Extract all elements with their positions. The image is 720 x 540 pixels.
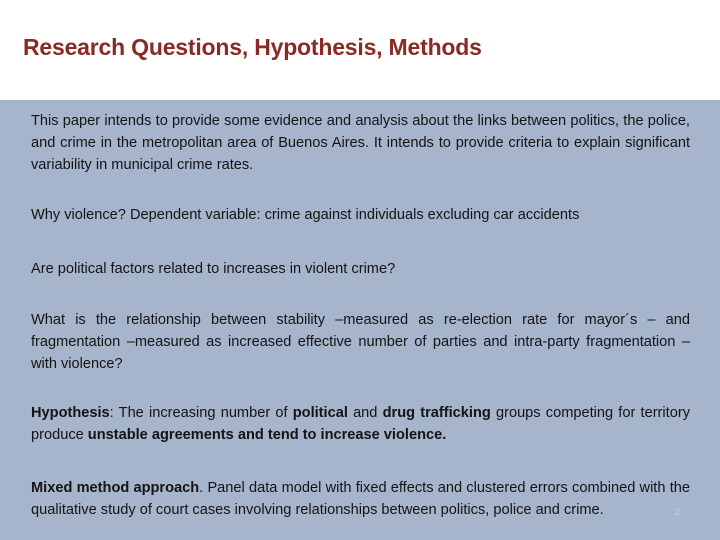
- hypothesis-text-3: groups competing for territory produce: [31, 405, 690, 443]
- paragraph-hypothesis: [31, 402, 690, 446]
- hypothesis-bold-drug-trafficking: drug trafficking: [382, 405, 491, 421]
- slide-number: 2: [674, 507, 680, 518]
- paragraph-political-factors: Are political factors related to increases in violent crime?: [31, 261, 396, 277]
- title-area: [0, 0, 720, 100]
- hypothesis-label: Hypothesis: [31, 405, 110, 421]
- paragraph-why-violence: Why violence? Dependent variable: crime against individuals excluding car accidents: [31, 207, 580, 223]
- hypothesis-bold-political: political: [292, 405, 348, 421]
- paragraph-methods: [31, 477, 690, 521]
- paragraph-intro: This paper intends to provide some evidence and analysis about the links between politics, the police, and crime in the metropolitan area of Buenos Aires. It intends to provide criteria to explain significant variability in municipal crime rates.: [31, 113, 690, 173]
- slide-title: Research Questions, Hypothesis, Methods: [23, 34, 482, 60]
- hypothesis-text-1: : The increasing number of: [109, 405, 293, 421]
- hypothesis-text-2: and: [347, 405, 383, 421]
- methods-label: Mixed method approach: [31, 480, 200, 496]
- hypothesis-bold-conclusion: unstable agreements and tend to increase violence.: [87, 427, 447, 443]
- paragraph-stability-fragmentation: What is the relationship between stability –measured as re-election rate for mayor´s – and fragmentation –measured as increased effective number of parties and intra-party fragmentation – with violence?: [31, 312, 690, 372]
- methods-text: . Panel data model with fixed effects and clustered errors combined with the qualitative study of court cases involving relationships between politics, police and crime.: [31, 480, 690, 518]
